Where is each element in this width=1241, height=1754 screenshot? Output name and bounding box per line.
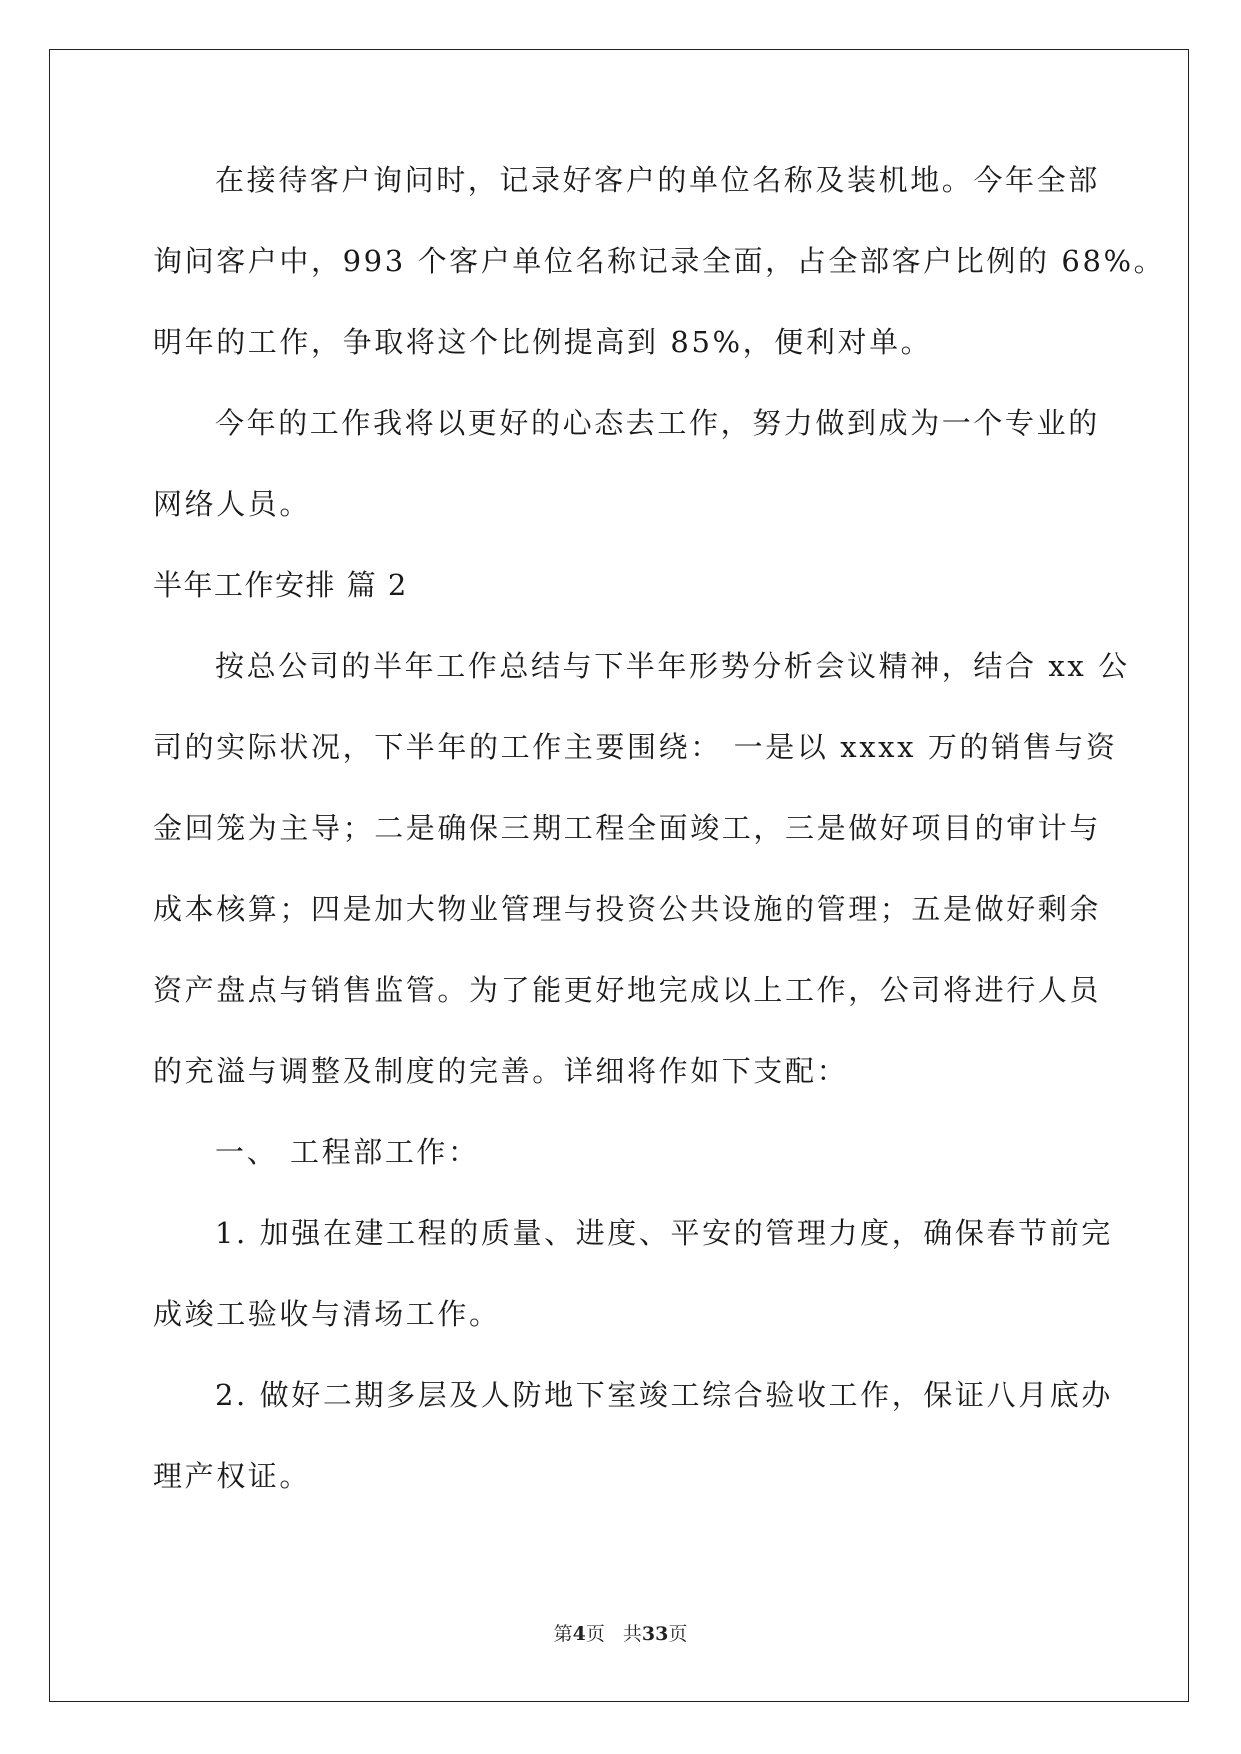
total-suffix: 页 xyxy=(668,1623,688,1645)
paragraph-line: 司的实际状况，下半年的工作主要围绕： 一是以 xxxx 万的销售与资 xyxy=(153,730,1118,764)
page-mid: 页 xyxy=(585,1623,605,1645)
page-border xyxy=(49,49,1189,1702)
paragraph-line: 明年的工作，争取将这个比例提高到 85%，便利对单。 xyxy=(153,325,933,359)
paragraph-line: 按总公司的半年工作总结与下半年形势分析会议精神，结合 xx 公 xyxy=(215,649,1130,683)
page-footer xyxy=(0,1622,1241,1646)
page-prefix: 第 xyxy=(553,1623,573,1645)
section-heading: 半年工作安排 篇 2 xyxy=(153,568,408,602)
page-total: 33 xyxy=(641,1623,669,1645)
paragraph-line: 资产盘点与销售监管。为了能更好地完成以上工作，公司将进行人员 xyxy=(153,973,1102,1007)
paragraph-line: 在接待客户询问时，记录好客户的单位名称及装机地。今年全部 xyxy=(215,163,1100,197)
total-prefix: 共 xyxy=(622,1623,642,1645)
list-item-line: 2. 做好二期多层及人防地下室竣工综合验收工作，保证八月底办 xyxy=(215,1378,1113,1412)
paragraph-line: 询问客户中，993 个客户单位名称记录全面，占全部客户比例的 68%。 xyxy=(153,244,1166,278)
list-item-line: 1. 加强在建工程的质量、进度、平安的管理力度，确保春节前完 xyxy=(215,1216,1113,1250)
paragraph-line: 金回笼为主导；二是确保三期工程全面竣工，三是做好项目的审计与 xyxy=(153,811,1102,845)
list-item-line: 理产权证。 xyxy=(153,1459,312,1493)
paragraph-line: 成本核算；四是加大物业管理与投资公共设施的管理；五是做好剩余 xyxy=(153,892,1102,926)
paragraph-line: 的充溢与调整及制度的完善。详细将作如下支配： xyxy=(153,1054,849,1088)
page-current: 4 xyxy=(572,1623,586,1645)
paragraph-line: 今年的工作我将以更好的心态去工作，努力做到成为一个专业的 xyxy=(215,406,1100,440)
list-item-line: 成竣工验收与清场工作。 xyxy=(153,1297,501,1331)
list-heading: 一、 工程部工作： xyxy=(215,1135,480,1169)
paragraph-line: 网络人员。 xyxy=(153,487,312,521)
